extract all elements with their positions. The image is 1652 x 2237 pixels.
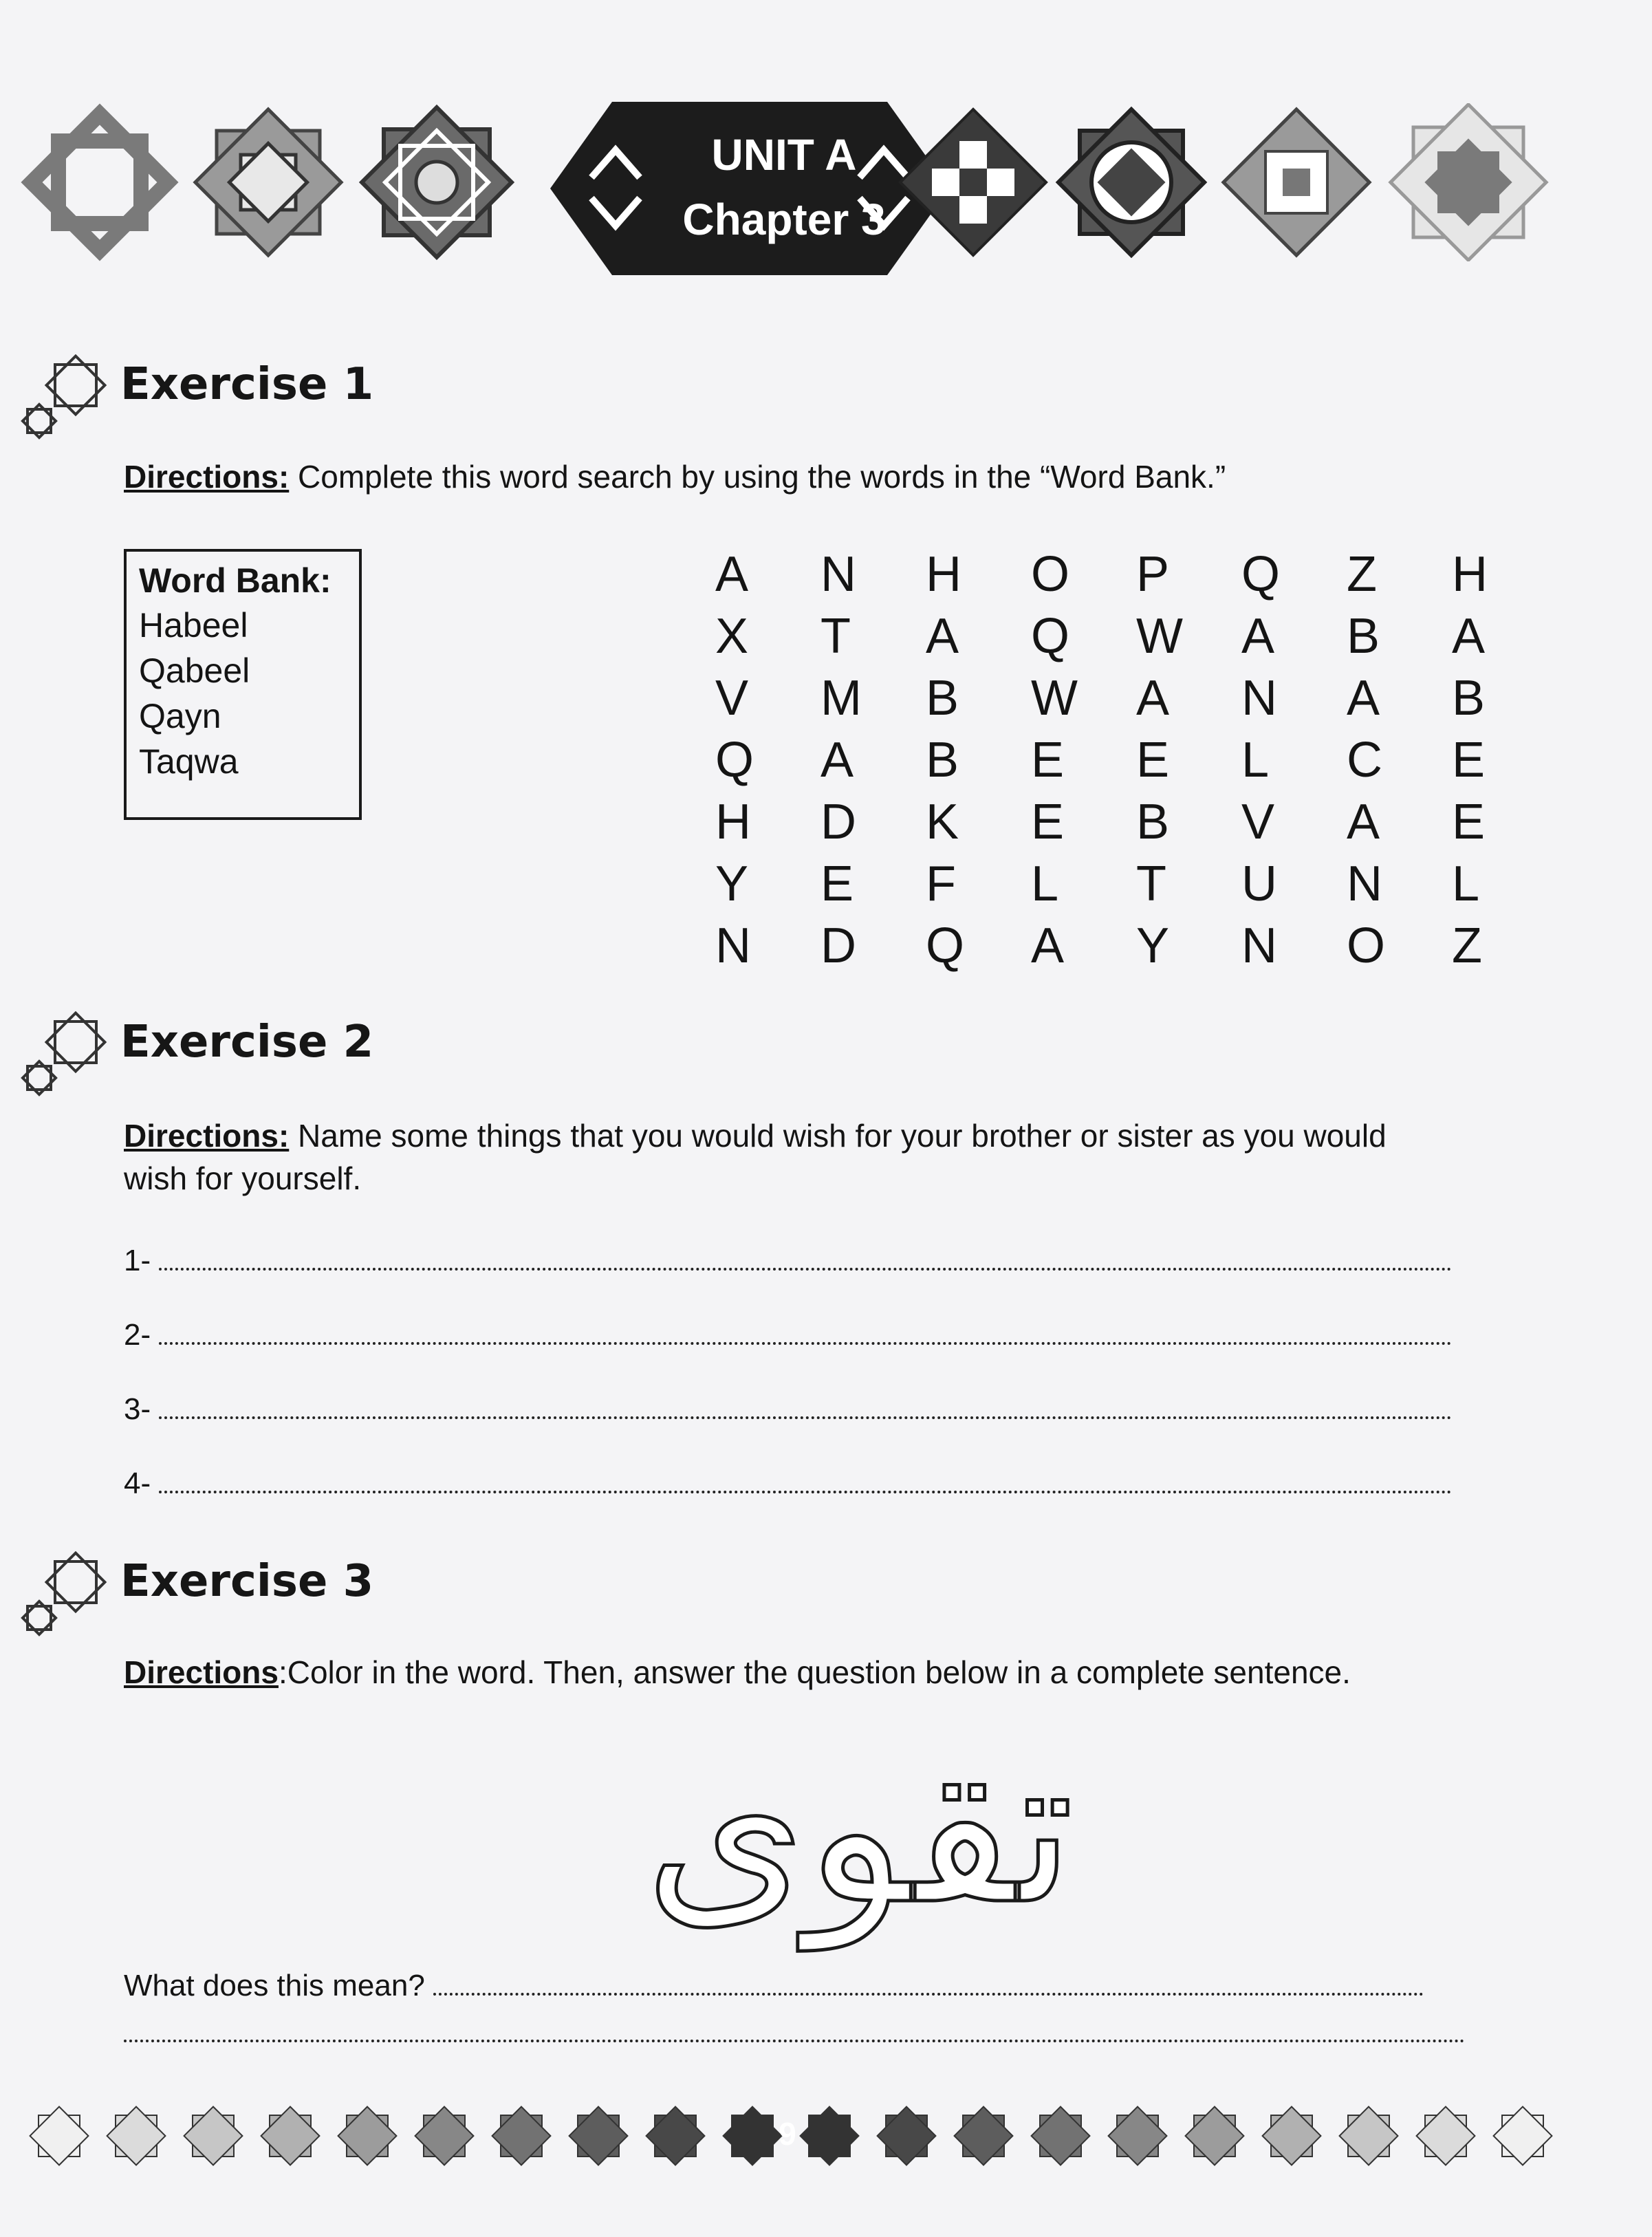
grid-letter[interactable]: A bbox=[1031, 918, 1065, 973]
grid-letter[interactable]: A bbox=[1241, 609, 1275, 664]
star-ornament-icon bbox=[21, 1011, 117, 1101]
grid-letter[interactable]: T bbox=[820, 609, 851, 664]
footer-star bbox=[30, 2107, 89, 2165]
unit-label: UNIT A bbox=[711, 130, 857, 180]
exercise-3-title: Exercise 3 bbox=[120, 1556, 374, 1607]
grid-letter[interactable]: B bbox=[1452, 671, 1486, 726]
footer-star bbox=[1032, 2107, 1090, 2165]
grid-letter[interactable]: Z bbox=[1452, 918, 1482, 973]
directions-label: Directions: bbox=[124, 459, 290, 495]
grid-letter[interactable]: A bbox=[1347, 795, 1380, 850]
grid-letter[interactable]: V bbox=[715, 671, 749, 726]
grid-letter[interactable]: W bbox=[1136, 609, 1183, 664]
ornament-left-2 bbox=[189, 103, 347, 261]
grid-letter[interactable]: A bbox=[1452, 609, 1486, 664]
footer-star bbox=[569, 2107, 628, 2165]
exercise-2-title: Exercise 2 bbox=[120, 1017, 374, 1068]
grid-letter[interactable]: N bbox=[715, 918, 751, 973]
unit-chapter-banner bbox=[550, 102, 949, 275]
footer-star bbox=[184, 2107, 243, 2165]
footer-star bbox=[1186, 2107, 1244, 2165]
line-number: 3- bbox=[124, 1392, 151, 1426]
grid-letter[interactable]: E bbox=[1136, 733, 1170, 788]
ornament-right-3 bbox=[1217, 103, 1376, 261]
exercise-3-directions bbox=[124, 1651, 1499, 1694]
ornament-right-2 bbox=[1052, 103, 1210, 261]
grid-row bbox=[715, 915, 1557, 977]
exercise-1-title: Exercise 1 bbox=[120, 359, 374, 410]
word-bank-item: Qabeel bbox=[139, 651, 250, 690]
exercise-1-directions bbox=[124, 455, 1499, 498]
grid-letter[interactable]: B bbox=[926, 671, 959, 726]
line-number: 2- bbox=[124, 1318, 151, 1352]
page-number: 9 bbox=[779, 2116, 796, 2152]
footer-star bbox=[415, 2107, 474, 2165]
footer-star bbox=[107, 2107, 166, 2165]
grid-letter[interactable]: Q bbox=[1241, 547, 1281, 602]
ornament-right-1 bbox=[894, 103, 1052, 261]
footer-star bbox=[878, 2107, 936, 2165]
grid-row bbox=[715, 729, 1557, 791]
grid-letter[interactable]: E bbox=[820, 856, 854, 911]
grid-letter[interactable]: U bbox=[1241, 856, 1277, 911]
grid-letter[interactable]: B bbox=[1136, 795, 1170, 850]
answer-line-4[interactable] bbox=[124, 1467, 1465, 1501]
footer-star bbox=[261, 2107, 320, 2165]
exercise-2-directions bbox=[124, 1114, 1431, 1200]
grid-letter[interactable]: Q bbox=[715, 733, 754, 788]
grid-letter[interactable]: O bbox=[1031, 547, 1070, 602]
footer-star bbox=[338, 2107, 397, 2165]
grid-letter[interactable]: Y bbox=[1136, 918, 1170, 973]
word-bank-item: Habeel bbox=[139, 606, 248, 645]
directions-label: Directions bbox=[124, 1654, 279, 1690]
line-number: 4- bbox=[124, 1467, 151, 1500]
grid-letter[interactable]: A bbox=[926, 609, 959, 664]
grid-letter[interactable]: Z bbox=[1347, 547, 1377, 602]
grid-letter[interactable]: L bbox=[1241, 733, 1270, 788]
word-bank-item: Qayn bbox=[139, 697, 221, 735]
grid-letter[interactable]: P bbox=[1136, 547, 1170, 602]
footer-star bbox=[955, 2107, 1013, 2165]
directions-text: :Color in the word. Then, answer the question below in a complete sentence. bbox=[278, 1654, 1351, 1690]
footer-star bbox=[1340, 2107, 1398, 2165]
footer-star bbox=[492, 2107, 551, 2165]
grid-letter[interactable]: L bbox=[1031, 856, 1059, 911]
grid-row bbox=[715, 605, 1557, 667]
answer-line-3[interactable] bbox=[124, 1392, 1465, 1427]
answer-line-1[interactable] bbox=[124, 1244, 1465, 1278]
grid-letter[interactable]: D bbox=[820, 795, 856, 850]
grid-letter[interactable]: O bbox=[1347, 918, 1386, 973]
grid-letter[interactable]: B bbox=[926, 733, 959, 788]
grid-letter[interactable]: C bbox=[1347, 733, 1382, 788]
directions-text: Name some things that you would wish for your brother or sister as you would wish for yourself. bbox=[124, 1118, 1387, 1196]
grid-letter[interactable]: B bbox=[1347, 609, 1380, 664]
grid-letter[interactable]: N bbox=[1241, 671, 1277, 726]
grid-row bbox=[715, 791, 1557, 853]
footer-star bbox=[1109, 2107, 1167, 2165]
grid-letter[interactable]: D bbox=[820, 918, 856, 973]
word-bank-title: Word Bank: bbox=[139, 561, 332, 600]
word-bank-box bbox=[124, 549, 362, 820]
grid-letter[interactable]: Q bbox=[926, 918, 965, 973]
grid-letter[interactable]: H bbox=[926, 547, 961, 602]
line-number: 1- bbox=[124, 1244, 151, 1277]
word-search-grid bbox=[715, 543, 1557, 977]
grid-letter[interactable]: Y bbox=[715, 856, 749, 911]
grid-letter[interactable]: V bbox=[1241, 795, 1275, 850]
question-line[interactable] bbox=[124, 1969, 1465, 2003]
grid-letter[interactable]: N bbox=[820, 547, 856, 602]
grid-row bbox=[715, 543, 1557, 605]
arabic-word-outline[interactable]: تقوى bbox=[644, 1709, 1075, 1949]
grid-letter[interactable]: E bbox=[1452, 795, 1486, 850]
grid-letter[interactable]: L bbox=[1452, 856, 1480, 911]
ornament-left-1 bbox=[21, 103, 179, 261]
grid-letter[interactable]: K bbox=[926, 795, 959, 850]
ornament-right-4 bbox=[1382, 103, 1554, 261]
question-text: What does this mean? bbox=[124, 1969, 425, 2002]
grid-letter[interactable]: A bbox=[1136, 671, 1170, 726]
star-ornament-icon bbox=[21, 354, 117, 444]
footer-star bbox=[1494, 2107, 1552, 2165]
ornament-left-3 bbox=[358, 103, 516, 261]
grid-letter[interactable]: Q bbox=[1031, 609, 1070, 664]
directions-label: Directions: bbox=[124, 1118, 290, 1154]
grid-letter[interactable]: F bbox=[926, 856, 956, 911]
grid-letter[interactable]: X bbox=[715, 609, 749, 664]
grid-letter[interactable]: E bbox=[1452, 733, 1486, 788]
answer-line-2[interactable] bbox=[124, 1318, 1465, 1352]
directions-text: Complete this word search by using the words in the “Word Bank.” bbox=[289, 459, 1226, 495]
grid-letter[interactable]: W bbox=[1031, 671, 1078, 726]
footer-star bbox=[1417, 2107, 1475, 2165]
grid-letter[interactable]: A bbox=[715, 547, 749, 602]
grid-row bbox=[715, 667, 1557, 729]
grid-letter[interactable]: M bbox=[820, 671, 862, 726]
grid-row bbox=[715, 853, 1557, 915]
chapter-label: Chapter 3 bbox=[682, 195, 886, 244]
grid-letter[interactable]: N bbox=[1347, 856, 1382, 911]
grid-letter[interactable]: H bbox=[1452, 547, 1488, 602]
grid-letter[interactable]: N bbox=[1241, 918, 1277, 973]
grid-letter[interactable]: T bbox=[1136, 856, 1166, 911]
footer-star bbox=[646, 2107, 705, 2165]
grid-letter[interactable]: H bbox=[715, 795, 751, 850]
grid-letter[interactable]: A bbox=[1347, 671, 1380, 726]
answer-line[interactable] bbox=[124, 2016, 1465, 2050]
star-ornament-icon bbox=[21, 1551, 117, 1641]
footer-star bbox=[1263, 2107, 1321, 2165]
grid-letter[interactable]: A bbox=[820, 733, 854, 788]
grid-letter[interactable]: E bbox=[1031, 795, 1065, 850]
grid-letter[interactable]: E bbox=[1031, 733, 1065, 788]
word-bank-item: Taqwa bbox=[139, 742, 239, 781]
